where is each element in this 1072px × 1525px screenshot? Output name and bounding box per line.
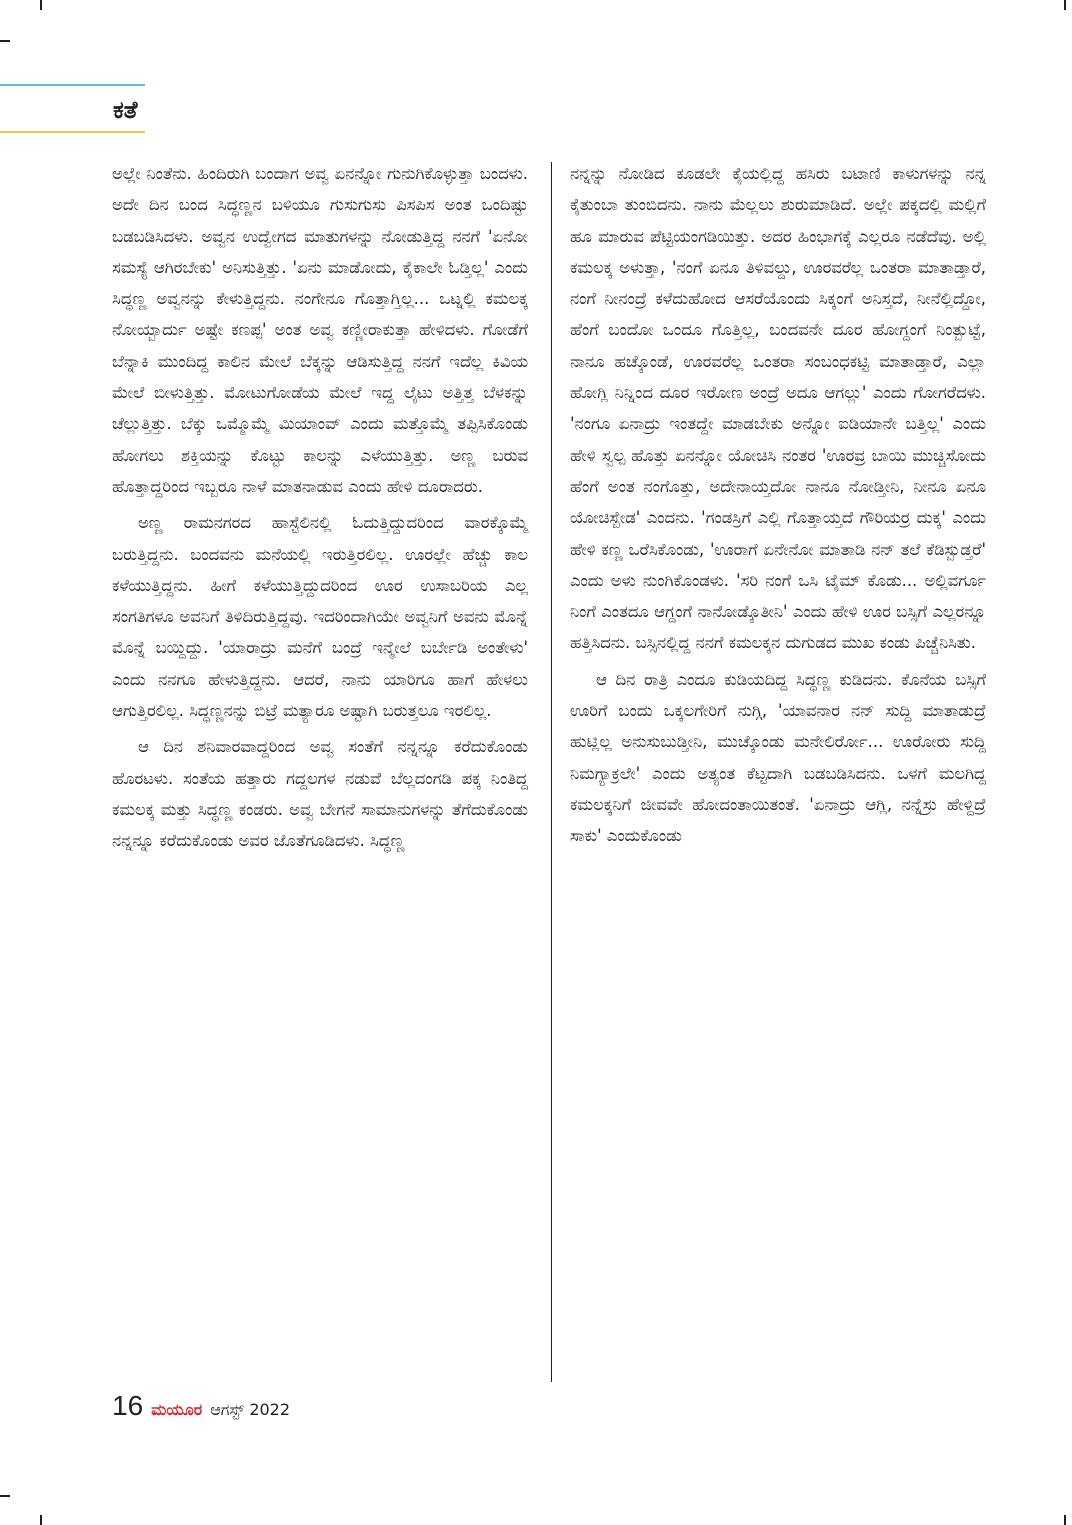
crop-mark [1064, 0, 1066, 10]
crop-mark [40, 1515, 42, 1525]
column-divider [551, 162, 552, 1382]
issue-date: ಆಗಸ್ಟ್ 2022 [210, 1400, 291, 1419]
crop-mark [1064, 1515, 1066, 1525]
header-rule-yellow [0, 131, 145, 133]
paragraph: ಅಣ್ಣ ರಾಮನಗರದ ಹಾಸ್ಟೆಲಿನಲ್ಲಿ ಓದುತ್ತಿದ್ದುದರಿಂದ ವಾರಕ್ಕೊಮ್ಮೆ ಬರುತ್ತಿದ್ದನು. ಬಂದವನು ಮನೆಯಲ್ಲಿ ಇರುತ್ತಿರಲಿಲ್ಲ. ಊರಲ್ಲೇ ಹೆಚ್ಚು ಕಾಲ ಕಳೆಯುತ್ತಿದ್ದನು. ಹೀಗೆ ಕಳೆಯುತ್ತಿದ್ದುದರಿಂದ ಊರ ಉಸಾಬರಿಯ ಎಲ್ಲ ಸಂಗತಿಗಳೂ ಅವನಿಗೆ ತಿಳಿದಿರುತ್ತಿದ್ದವು. ಇದರಿಂದಾಗಿಯೇ ಅವ್ವನಿಗೆ ಅವನು ಮೊನ್ನೆ ಮೊನ್ನೆ ಬಯ್ದಿದ್ದು. 'ಯಾರಾದ್ರು ಮನೆಗೆ ಬಂದ್ರೆ ಇನ್ಮೇಲೆ ಬರ್ಬೇಡಿ ಅಂತೇಳು' ಎಂದು ನನಗೂ ಹೇಳುತ್ತಿದ್ದನು. ಆದರೆ, ನಾನು ಯಾರಿಗೂ ಹಾಗೆ ಹೇಳಲು ಆಗುತ್ತಿರಲಿಲ್ಲ. ಸಿದ್ಧಣ್ಣನನ್ನು ಬಿಟ್ರೆ ಮತ್ಯಾರೂ ಅಷ್ಟಾಗಿ ಬರುತ್ತಲೂ ಇರಲಿಲ್ಲ. [112, 513, 528, 721]
section-label: ಕತೆ [113, 96, 138, 124]
paragraph: ಆ ದಿನ ಶನಿವಾರವಾದ್ದರಿಂದ ಅವ್ವ ಸಂತೆಗೆ ನನ್ನನ್ನೂ ಕರೆದುಕೊಂಡು ಹೊರಟಳು. ಸಂತೆಯ ಹತ್ತಾರು ಗದ್ದಲಗಳ ನಡುವೆ ಬೆಲ್ಲದಂಗಡಿ ಪಕ್ಕ ನಿಂತಿದ್ದ ಕಮಲಕ್ಕ ಮತ್ತು ಸಿದ್ಧಣ್ಣ ಕಂಡರು. ಅವ್ವ ಬೇಗನೆ ಸಾಮಾನುಗಳನ್ನು ತೆಗೆದುಕೊಂಡು ನನ್ನನ್ನೂ ಕರೆದುಕೊಂಡು ಅವರ ಜೊತೆಗೂಡಿದಳು. ಸಿದ್ಧಣ್ಣ [112, 737, 528, 851]
page-number: 16 [112, 1390, 144, 1421]
paragraph: ಆ ದಿನ ರಾತ್ರಿ ಎಂದೂ ಕುಡಿಯದಿದ್ದ ಸಿದ್ಧಣ್ಣ ಕುಡಿದನು. ಕೊನೆಯ ಬಸ್ಸಿಗೆ ಊರಿಗೆ ಬಂದು ಒಕ್ಕಲಗೇರಿಗೆ ನುಗ್ಗಿ, 'ಯಾವನಾರ ನನ್ ಸುದ್ದಿ ಮಾತಾಡುದ್ರೆ ಹುಟ್ಲಿಲ್ಲ ಅನುಸುಬುಡ್ತೀನಿ, ಮುಚ್ಕೊಂಡು ಮನೇಲಿರ್ರೋ... ಊರೋರು ಸುದ್ದಿ ನಿಮಗ್ಯಾಕ್ರಲೇ' ಎಂದು ಅತ್ಯಂತ ಕೆಟ್ಟದಾಗಿ ಬಡಬಡಿಸಿದನು. ಒಳಗೆ ಮಲಗಿದ್ದ ಕಮಲಕ್ಕನಿಗೆ ಜೀವವೇ ಹೋದಂತಾಯಿತಂತೆ. 'ಏನಾದ್ರು ಆಗ್ಲಿ, ನನ್ನೆಸ್ರು ಹೇಳ್ದಿದ್ರೆ ಸಾಕು' ಎಂದುಕೊಂಡು [570, 669, 986, 846]
crop-mark [40, 0, 42, 10]
paragraph: ಅಲ್ಲೇ ನಿಂತೆನು. ಹಿಂದಿರುಗಿ ಬಂದಾಗ ಅವ್ವ ಏನನ್ನೋ ಗುನುಗಿಕೊಳ್ಳುತ್ತಾ ಬಂದಳು. ಅದೇ ದಿನ ಬಂದ ಸಿದ್ಧಣ್ಣನ ಬಳಿಯೂ ಗುಸುಗುಸು ಪಿಸಪಿಸ ಅಂತ ಒಂದಿಷ್ಟು ಬಡಬಡಿಸಿದಳು. ಅವ್ವನ ಉದ್ವೇಗದ ಮಾತುಗಳನ್ನು ನೋಡುತ್ತಿದ್ದ ನನಗೆ 'ಏನೋ ಸಮಸ್ಯೆ ಆಗಿರಬೇಕು' ಅನಿಸುತ್ತಿತ್ತು. 'ಏನು ಮಾಡೋದು, ಕೈಕಾಲೇ ಓಡ್ತಿಲ್ಲ' ಎಂದು ಸಿದ್ಧಣ್ಣ ಅವ್ವನನ್ನು ಕೇಳುತ್ತಿದ್ದನು. ನಂಗೇನೂ ಗೊತ್ತಾಗ್ತಿಲ್ಲ... ಒಟ್ನಲ್ಲಿ ಕಮಲಕ್ಕ ನೋಯ್ಬಾರ್ದು ಅಷ್ಟೇ ಕಣಪ್ಪ' ಅಂತ ಅವ್ವ ಕಣ್ಣೀರಾಕುತ್ತಾ ಹೇಳಿದಳು. ಗೋಡೆಗೆ ಬೆನ್ನಾಕಿ ಮುಂದಿದ್ದ ಕಾಲಿನ ಮೇಲೆ ಬೆಕ್ಕನ್ನು ಆಡಿಸುತ್ತಿದ್ದ ನನಗೆ ಇದೆಲ್ಲ ಕಿವಿಯ ಮೇಲೆ ಬೀಳುತ್ತಿತ್ತು. ಮೋಟುಗೋಡೆಯ ಮೇಲೆ ಇದ್ದ ಲೈಟು ಅತ್ತಿತ್ತ ಬೆಳಕನ್ನು ಚೆಲ್ಲುತ್ತಿತ್ತು. ಬೆಕ್ಕು ಒಮ್ಮೊಮ್ಮೆ ಮಿಯಾಂವ್ ಎಂದು ಮತ್ತೊಮ್ಮೆ ತಪ್ಪಿಸಿಕೊಂಡು ಹೋಗಲು ಶಕ್ತಿಯನ್ನು ಕೊಟ್ಟು ಕಾಲನ್ನು ಎಳೆಯುತ್ತಿತ್ತು. ಅಣ್ಣ ಬರುವ ಹೊತ್ತಾದ್ದರಿಂದ ಇಬ್ಬರೂ ನಾಳೆ ಮಾತನಾಡುವ ಎಂದು ಹೇಳಿ ದೂರಾದರು. [112, 164, 528, 496]
magazine-name: ಮಯೂರ [151, 1400, 203, 1419]
right-column [570, 158, 986, 852]
left-column [112, 158, 528, 857]
crop-mark [0, 40, 10, 42]
page-footer [112, 1390, 290, 1430]
header-rule-teal [0, 84, 145, 86]
paragraph: ನನ್ನನ್ನು ನೋಡಿದ ಕೂಡಲೇ ಕೈಯಲ್ಲಿದ್ದ ಹಸಿರು ಬಟಾಣಿ ಕಾಳುಗಳನ್ನು ನನ್ನ ಕೈತುಂಬಾ ತುಂಬಿದನು. ನಾನು ಮೆಲ್ಲಲು ಶುರುಮಾಡಿದೆ. ಅಲ್ಲೇ ಪಕ್ಕದಲ್ಲಿ ಮಲ್ಲಿಗೆ ಹೂ ಮಾರುವ ಪೆಟ್ಟಿಯಂಗಡಿಯಿತ್ತು. ಅದರ ಹಿಂಭಾಗಕ್ಕೆ ಎಲ್ಲರೂ ನಡೆದೆವು. ಅಲ್ಲಿ ಕಮಲಕ್ಕ ಅಳುತ್ತಾ, 'ನಂಗೆ ಏನೂ ತಿಳಿವಲ್ದು, ಊರವರೆಲ್ಲ ಒಂತರಾ ಮಾತಾಡ್ತಾರೆ, ನಂಗೆ ನೀನಂದ್ರೆ ಕಳೆದುಹೋದ ಆಸರೆಯೊಂದು ಸಿಕ್ಕಂಗೆ ಅನಿಸ್ತದೆ, ನೀನೆಲ್ಲಿದ್ದೋ, ಹೆಂಗೆ ಬಂದೋ ಒಂದೂ ಗೊತ್ತಿಲ್ಲ, ಬಂದವನೇ ದೂರ ಹೋಗ್ದಂಗೆ ನಿಂತ್ಬುಟ್ಟೆ, ನಾನೂ ಹಚ್ಕೊಂಡೆ, ಊರವರೆಲ್ಲ ಒಂತರಾ ಸಂಬಂಧಕಟ್ಟಿ ಮಾತಾಡ್ತಾರೆ, ಎಲ್ಲಾ ಹೋಗ್ಲಿ ನಿನ್ನಿಂದ ದೂರ ಇರೋಣ ಅಂದ್ರೆ ಅದೂ ಆಗಲ್ಲು' ಎಂದು ಗೋಗರೆದಳು. 'ನಂಗೂ ಏನಾದ್ರು ಇಂತದ್ದೇ ಮಾಡಬೇಕು ಅನ್ನೋ ಐಡಿಯಾನೇ ಬತ್ತಿಲ್ಲ' ಎಂದು ಹೇಳಿ ಸ್ವಲ್ಪ ಹೊತ್ತು ಏನನ್ನೋ ಯೋಚಿಸಿ ನಂತರ 'ಊರವ್ರ ಬಾಯಿ ಮುಚ್ಚಿಸೋದು ಹೆಂಗೆ ಅಂತ ನಂಗೊತ್ತು, ಅದೇನಾಯ್ತದೋ ನಾನೂ ನೋಡ್ತೀನಿ, ನೀನೂ ಏನೂ ಯೋಚಿಸ್ಬೇಡ' ಎಂದನು. 'ಗಂಡಸ್ರಿಗೆ ಎಲ್ಲಿ ಗೊತ್ತಾಯ್ತದೆ ಗೌರಿಯರ್ರ ದುಕ್ಕ' ಎಂದು ಹೇಳಿ ಕಣ್ಣ ಒರೆಸಿಕೊಂಡು, 'ಊರಾಗೆ ಏನೇನೋ ಮಾತಾಡಿ ನನ್ ತಲೆ ಕೆಡಿಸ್ಬುಡ್ತರೆ' ಎಂದು ಅಳು ನುಂಗಿಕೊಂಡಳು. 'ಸರಿ ನಂಗೆ ಒಸಿ ಟೈಮ್ ಕೊಡು... ಅಲ್ಲಿವರ್ಗೂ ನಿಂಗೆ ಎಂತದೂ ಆಗ್ದಂಗೆ ನಾನೋಡ್ಕೊತೀನಿ' ಎಂದು ಹೇಳಿ ಊರ ಬಸ್ಸಿಗೆ ಎಲ್ಲರನ್ನೂ ಹತ್ತಿಸಿದನು. ಬಸ್ಸಿನಲ್ಲಿದ್ದ ನನಗೆ ಕಮಲಕ್ಕನ ದುಗುಡದ ಮುಖ ಕಂಡು ಪಿಚ್ಚೆನಿಸಿತು. [570, 164, 986, 653]
crop-mark [0, 1495, 10, 1497]
